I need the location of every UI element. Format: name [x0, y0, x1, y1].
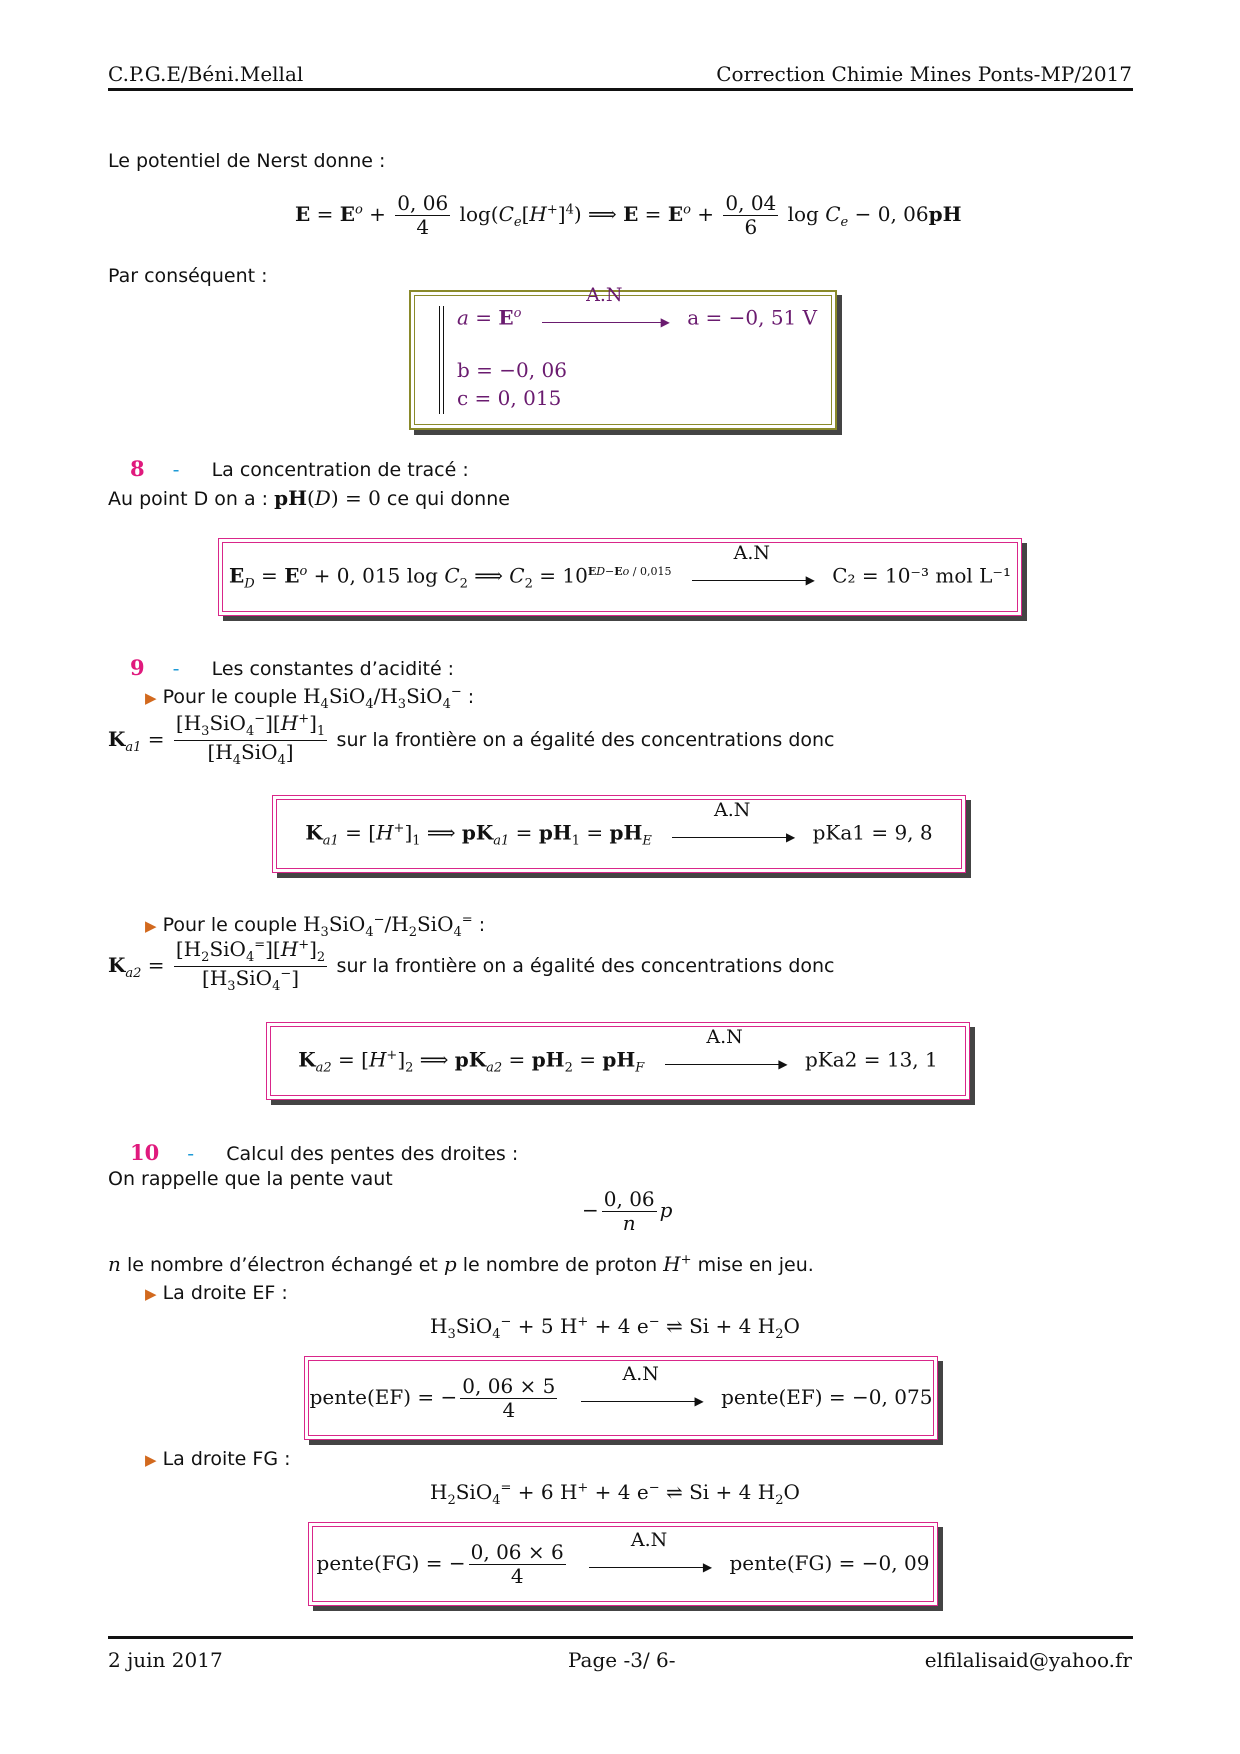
- pka2-value: pKa2 = 13, 1: [804, 1047, 938, 1072]
- header-rule: [108, 88, 1133, 91]
- footer-page: Page -3/ 6-: [568, 1648, 676, 1672]
- nernst-equation: $E = E^o$ + $\frac{0, 06}{4}$ $\log(C_e[H^+]^4)$ ⟹ $E = E^o$ + $\frac{0, 04}{6}$ $\log C_e - 0$, 06pH: [295, 191, 962, 239]
- q9-couple1: ▶ Pour le couple $H_4SiO_4/H_3SiO_4^-$ :: [145, 684, 475, 712]
- q10-title: Calcul des pentes des droites :: [226, 1143, 519, 1165]
- ef-reaction: $H_3SiO_4^- + 5$ H+ + 4 e− ⇌ Si + 4 $H_2O$: [430, 1314, 800, 1342]
- ka2-result-box: [266, 1022, 970, 1100]
- ka1-definition: $K_{a1}$ = $\frac{[H_3SiO_4^-][H^+]_1}{[H_4SiO_4]}$ sur la frontière on a égalité des concentrations donc: [108, 711, 835, 768]
- footer-date: 2 juin 2017: [108, 1648, 223, 1672]
- triangle-icon: ▶: [145, 917, 157, 935]
- a-relation: $a = E^o$ A.N ▶ a = −0, 51 V: [457, 284, 818, 330]
- q8-equation: $E_D = E^o + 0$, 015 $\log C_2$ ⟹ $C_2 = 10^{ED-Eo / 0,015}$ A.N ▶ C₂ = 10⁻³ mol L⁻¹: [229, 542, 1011, 592]
- c-value: c = 0, 015: [457, 386, 562, 410]
- q9-couple2: ▶ Pour le couple $H_3SiO_4^-/H_2SiO_4^=$ :: [145, 912, 486, 940]
- fg-result-box: [308, 1522, 938, 1606]
- triangle-icon: ▶: [145, 1451, 157, 1469]
- ef-equation: pente(EF) = − $\frac{0, 06 \times 5}{4}$ A.N ▶ pente(EF) = −0, 075: [309, 1363, 933, 1422]
- header-left: C.P.G.E/Béni.Mellal: [108, 62, 304, 86]
- q9-number: 9: [130, 655, 145, 680]
- ka2-definition: $K_{a2}$ = $\frac{[H_2SiO_4^=][H^+]_2}{[H_3SiO_4^-]}$ sur la frontière on a égalité des concentrations donc: [108, 937, 835, 994]
- abc-result-box: [409, 284, 837, 430]
- q8-result-box: [218, 538, 1022, 616]
- slope-formula: − $\frac{0, 06}{n}$ p: [582, 1187, 673, 1235]
- pka1-value: pKa1 = 9, 8: [812, 820, 933, 845]
- footer-rule: [108, 1636, 1133, 1639]
- triangle-icon: ▶: [145, 689, 157, 707]
- ka2-equation: $K_{a2} = [H^+]_2$ ⟹ $pK_{a2} = pH_2 = pH_F$ A.N ▶ pKa2 = 13, 1: [298, 1026, 938, 1076]
- fg-reaction: $H_2SiO_4^= + 6$ H+ + 4 e− ⇌ Si + 4 $H_2O$: [430, 1480, 800, 1508]
- triangle-icon: ▶: [145, 1285, 157, 1303]
- header-right: Correction Chimie Mines Ponts-MP/2017: [716, 62, 1132, 86]
- consequence-text: Par conséquent :: [108, 265, 268, 287]
- b-value: b = −0, 06: [457, 358, 567, 382]
- ef-result-box: [304, 1356, 938, 1440]
- ka1-result-box: [272, 795, 966, 873]
- nernst-intro: Le potentiel de Nerst donne :: [108, 150, 386, 172]
- fg-label: ▶ La droite FG :: [145, 1448, 291, 1470]
- q8-result: C₂ = 10⁻³ mol L⁻¹: [832, 563, 1011, 588]
- footer-email: elfilalisaid@yahoo.fr: [924, 1648, 1132, 1672]
- q9-heading: 9 - Les constantes d’acidité :: [130, 655, 455, 680]
- fg-slope-result: pente(FG) = −0, 09: [729, 1550, 930, 1575]
- q8-heading: 8 - La concentration de tracé :: [130, 456, 469, 481]
- a-value: a = −0, 51 V: [687, 305, 818, 330]
- q9-title: Les constantes d’acidité :: [211, 658, 455, 680]
- q8-title: La concentration de tracé :: [211, 459, 469, 481]
- q10-number: 10: [130, 1140, 160, 1165]
- slope-recall: On rappelle que la pente vaut: [108, 1168, 393, 1190]
- n-p-explanation: n le nombre d’électron échangé et p le nombre de proton H+ mise en jeu.: [108, 1252, 814, 1276]
- ka1-equation: $K_{a1} = [H^+]_1$ ⟹ $pK_{a1} = pH_1 = pH_E$ A.N ▶ pKa1 = 9, 8: [305, 799, 933, 849]
- ef-slope-result: pente(EF) = −0, 075: [721, 1384, 933, 1409]
- q8-number: 8: [130, 456, 145, 481]
- q8-line: Au point D on a : pH(D) = 0 ce qui donne: [108, 486, 510, 510]
- q10-heading: 10 - Calcul des pentes des droites :: [130, 1140, 519, 1165]
- ef-label: ▶ La droite EF :: [145, 1282, 288, 1304]
- fg-equation: pente(FG) = − $\frac{0, 06 \times 6}{4}$ A.N ▶ pente(FG) = −0, 09: [316, 1529, 930, 1588]
